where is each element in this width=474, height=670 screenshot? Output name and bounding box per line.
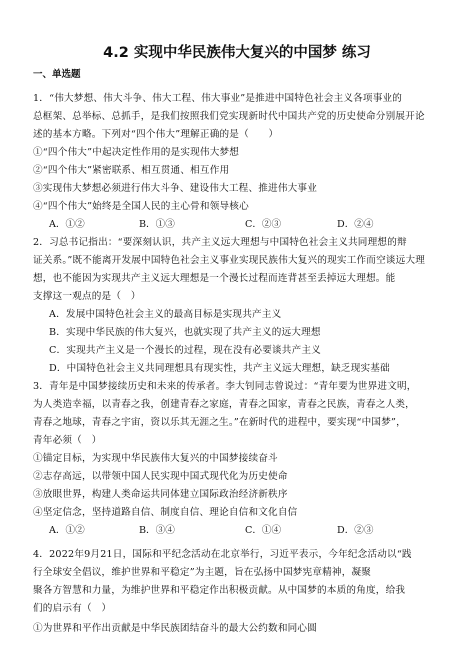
question-2-option-d[interactable]: D．中国特色社会主义共同理想具有现实性，共产主义远大理想，缺乏现实基础 bbox=[49, 363, 390, 374]
question-2-text: 2．习总书记指出：“要深刻认识，共产主义远大理想与中国特色社会主义共同理想的辩 bbox=[33, 237, 407, 248]
question-4-text: 聚各方智慧和力量，为维护世界和平稳定作出积极贡献。从中国梦的本质的角度，给我 bbox=[33, 585, 406, 596]
section-heading: 一、单选题 bbox=[33, 69, 81, 80]
question-3-statement: ②志存高远，以带领中国人民实现中国式现代化为历史使命 bbox=[33, 471, 288, 482]
question-3-option-b[interactable]: B．③④ bbox=[139, 525, 175, 536]
question-1-option-a[interactable]: A．①② bbox=[49, 219, 85, 230]
question-1-statement: ①“四个伟大”中起决定性作用的是实现伟大梦想 bbox=[33, 147, 240, 158]
question-2-option-c[interactable]: C．实现共产主义是一个漫长的过程，现在没有必要谈共产主义 bbox=[49, 345, 321, 356]
question-1-text: 总框架、总举标、总抓手，是我们按照我们党实现新时代中国共产党的历史使命分别展开论 bbox=[33, 111, 425, 122]
question-3-text: 3．青年是中国梦接续历史和未来的传承者。李大钊同志曾说过：“青年要为世界进文明， bbox=[33, 381, 417, 392]
question-3-statement: ①锚定目标，为实现中华民族伟大复兴的中国梦接续奋斗 bbox=[33, 453, 278, 464]
page-title: 4.2 实现中华民族伟大复兴的中国梦 练习 bbox=[103, 45, 371, 61]
question-1-option-c[interactable]: C．②③ bbox=[245, 219, 282, 230]
question-2-text: 想，也不能因为实现共产主义远大理想是一个漫长过程而连背甚至丢掉远大理想。能 bbox=[33, 273, 396, 284]
question-1-option-d[interactable]: D．②④ bbox=[337, 219, 374, 230]
question-2-option-a[interactable]: A．发展中国特色社会主义的最高目标是实现共产主义 bbox=[49, 309, 282, 320]
question-2-text: 支撑这一观点的是（ ） bbox=[33, 291, 141, 302]
question-4-text: 行全球安全倡议，维护世界和平稳定”为主题，旨在弘扬中国梦宪章精神，凝聚 bbox=[33, 567, 372, 578]
question-3-option-c[interactable]: C．①④ bbox=[245, 525, 282, 536]
question-4-statement: ①为世界和平作出贡献是中华民族团结奋斗的最大公约数和同心圆 bbox=[33, 623, 318, 634]
question-4-text: 4．2022年9月21日，国际和平纪念活动在北京举行，习近平表示，今年纪念活动以“践 bbox=[33, 549, 412, 560]
question-1-statement: ②“四个伟大”紧密联系、相互贯通、相互作用 bbox=[33, 165, 230, 176]
question-1-statement: ③实现伟大梦想必须进行伟大斗争、建设伟大工程、推进伟大事业 bbox=[33, 183, 318, 194]
question-3-statement: ④坚定信念，坚持道路自信、制度自信、理论自信和文化自信 bbox=[33, 507, 298, 518]
question-3-text: 青春之地球，青春之宇宙，资以乐其无涯之生。”在新时代的进程中，要实现“中国梦”， bbox=[33, 417, 406, 428]
question-1-text: 1．“伟大梦想、伟大斗争、伟大工程、伟大事业”是推进中国特色社会主义各项事业的 bbox=[33, 93, 403, 104]
question-3-statement: ③放眼世界，构建人类命运共同体建立国际政治经济新秩序 bbox=[33, 489, 288, 500]
question-4-text: 们的启示有（ ） bbox=[33, 603, 112, 614]
question-1-text: 述的基本方略。下列对“四个伟大”理解正确的是（ ） bbox=[33, 129, 279, 140]
question-1-statement: ④“四个伟大”始终是全国人民的主心骨和领导核心 bbox=[33, 201, 249, 212]
question-3-text: 青年必须（ ） bbox=[33, 435, 102, 446]
question-2-text: 证关系。”既不能离开发展中国特色社会主义事业实现民族伟大复兴的现实工作而空谈远大理 bbox=[33, 255, 426, 266]
question-2-option-b[interactable]: B．实现中华民族的伟大复兴，也就实现了共产主义的远大理想 bbox=[49, 327, 321, 338]
question-3-option-a[interactable]: A．①② bbox=[49, 525, 85, 536]
question-1-option-b[interactable]: B．①③ bbox=[139, 219, 175, 230]
question-3-text: 为人类造幸福，以青春之我，创建青春之家庭，青春之国家，青春之民族，青春之人类， bbox=[33, 399, 415, 410]
question-3-option-d[interactable]: D．②③ bbox=[337, 525, 374, 536]
